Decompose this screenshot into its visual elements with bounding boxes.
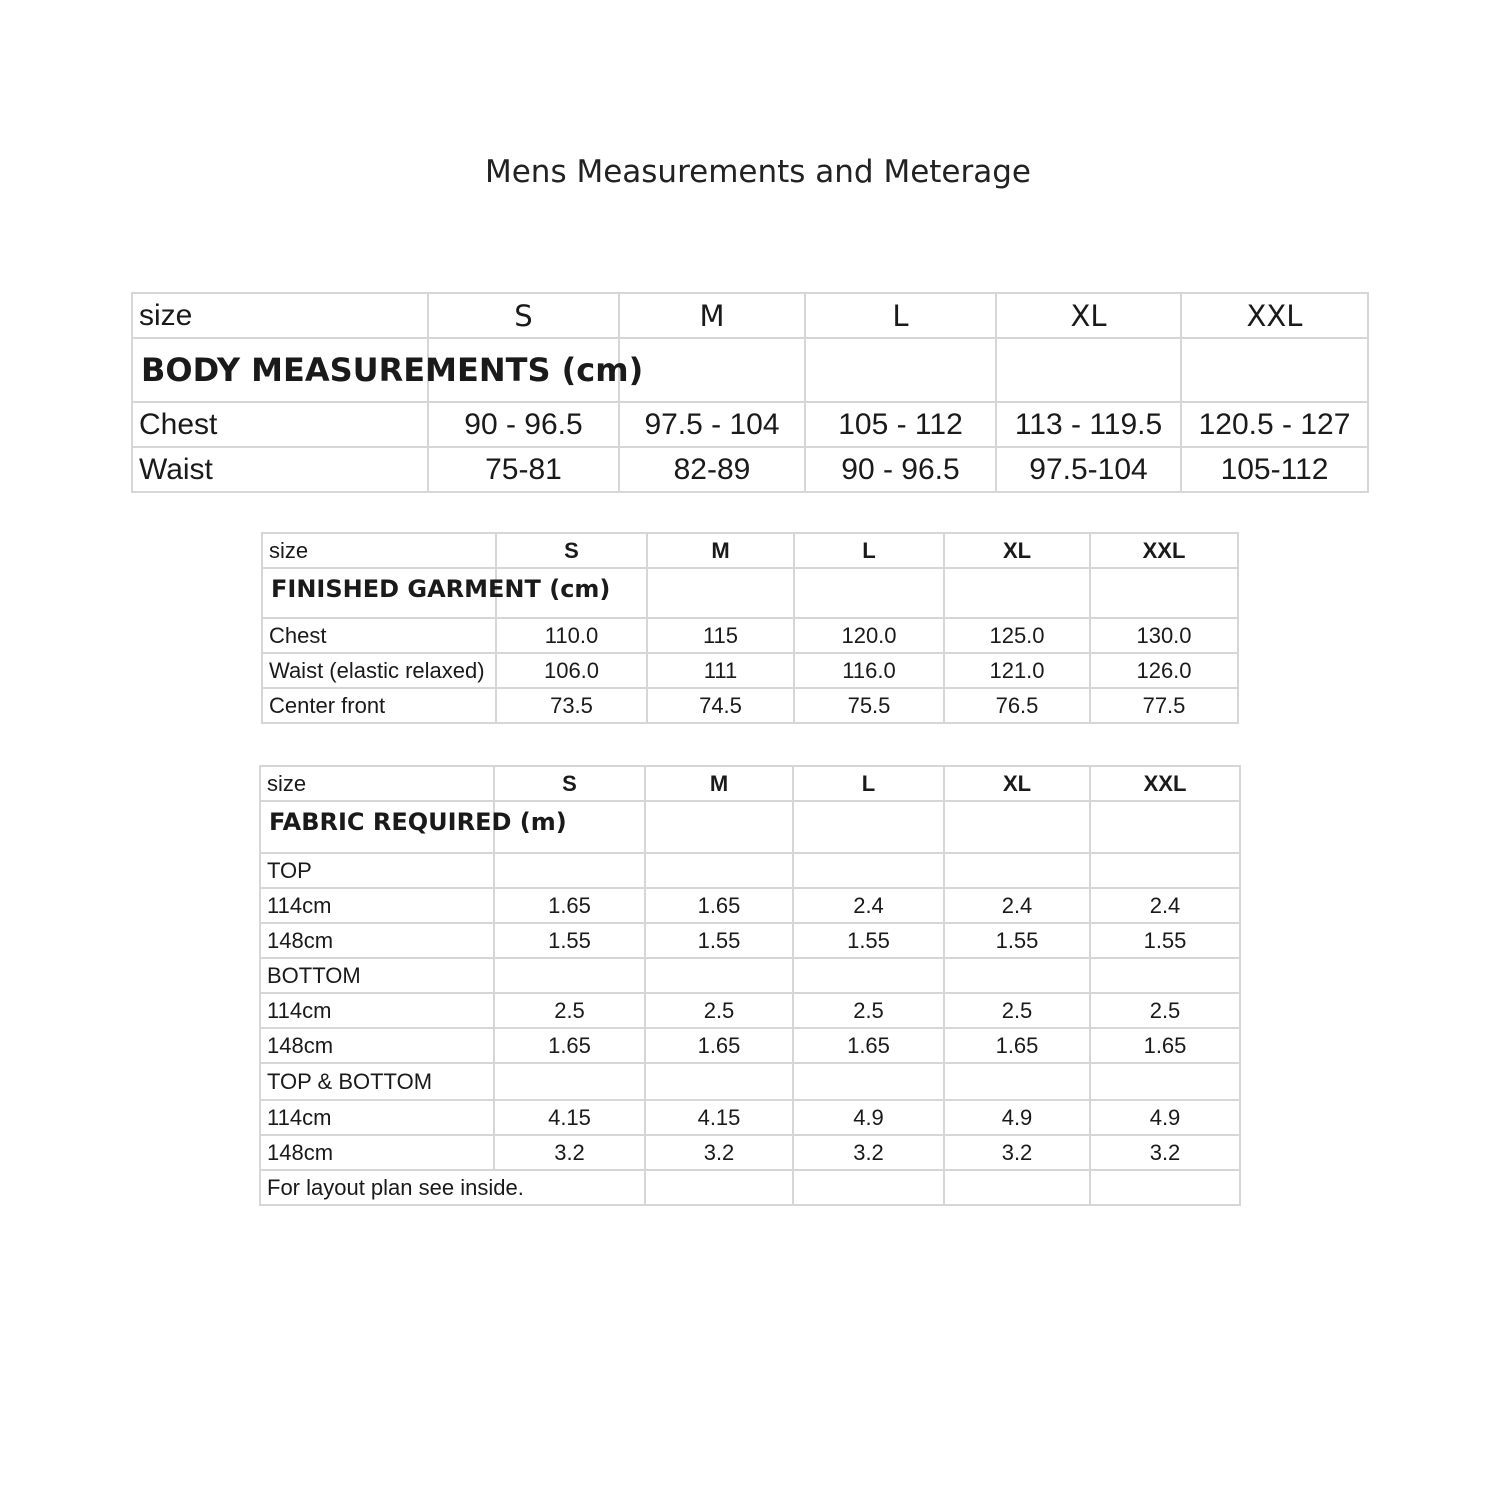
row-label: 148cm [260,1135,494,1170]
cell: 2.5 [494,993,645,1028]
cell: 1.55 [645,923,793,958]
cell: 130.0 [1090,618,1238,653]
cell: 4.9 [944,1100,1090,1135]
group-row [260,1063,1240,1100]
size-label: size [260,766,494,801]
cell: 4.9 [793,1100,944,1135]
group-row [260,958,1240,993]
cell: 126.0 [1090,653,1238,688]
size-s: S [496,533,647,568]
cell: 125.0 [944,618,1090,653]
layout-note: For layout plan see inside. [260,1170,645,1205]
section-title: FINISHED GARMENT (cm) [262,568,496,618]
cell: 1.55 [494,923,645,958]
cell: 4.15 [645,1100,793,1135]
row-label: 114cm [260,1100,494,1135]
size-xxl: XXL [1181,293,1368,338]
cell: 106.0 [496,653,647,688]
size-xl: XL [944,766,1090,801]
cell: 97.5-104 [996,447,1181,492]
cell: 111 [647,653,794,688]
cell: 73.5 [496,688,647,723]
row-label: Waist [132,447,428,492]
cell: 105-112 [1181,447,1368,492]
cell: 120.0 [794,618,944,653]
cell: 115 [647,618,794,653]
group-label: TOP & BOTTOM [260,1063,494,1100]
cell: 121.0 [944,653,1090,688]
size-xl: XL [996,293,1181,338]
size-label: size [262,533,496,568]
group-row [260,853,1240,888]
cell: 113 - 119.5 [996,402,1181,447]
body-measurements-table [131,292,1369,493]
cell: 105 - 112 [805,402,996,447]
table-row [132,402,1368,447]
size-s: S [428,293,619,338]
size-xl: XL [944,533,1090,568]
section-row [132,338,1368,402]
cell: 90 - 96.5 [428,402,619,447]
size-m: M [619,293,805,338]
size-xxl: XXL [1090,766,1240,801]
finished-garment-table [261,532,1239,724]
cell: 74.5 [647,688,794,723]
size-l: L [793,766,944,801]
cell: 4.15 [494,1100,645,1135]
row-label: 148cm [260,923,494,958]
note-row [260,1170,1240,1205]
size-l: L [794,533,944,568]
cell: 75.5 [794,688,944,723]
row-label: 114cm [260,888,494,923]
size-xxl: XXL [1090,533,1238,568]
section-title: BODY MEASUREMENTS (cm) [132,338,428,402]
cell: 1.55 [944,923,1090,958]
cell: 75-81 [428,447,619,492]
cell: 2.5 [1090,993,1240,1028]
size-header-row [132,293,1368,338]
section-title: FABRIC REQUIRED (m) [260,801,494,853]
cell: 3.2 [1090,1135,1240,1170]
size-m: M [645,766,793,801]
cell: 2.4 [944,888,1090,923]
cell: 3.2 [944,1135,1090,1170]
page-title: Mens Measurements and Meterage [484,154,1031,190]
cell: 1.65 [944,1028,1090,1063]
cell: 1.65 [1090,1028,1240,1063]
section-row [260,801,1240,853]
cell: 3.2 [793,1135,944,1170]
size-header-row [262,533,1238,568]
row-label: Waist (elastic relaxed) [262,653,496,688]
row-label: Chest [132,402,428,447]
size-m: M [647,533,794,568]
cell: 77.5 [1090,688,1238,723]
cell: 1.55 [793,923,944,958]
cell: 1.65 [793,1028,944,1063]
table-row [260,1100,1240,1135]
cell: 90 - 96.5 [805,447,996,492]
row-label: 148cm [260,1028,494,1063]
size-header-row [260,766,1240,801]
cell: 2.4 [1090,888,1240,923]
cell: 116.0 [794,653,944,688]
row-label: Chest [262,618,496,653]
cell: 2.5 [944,993,1090,1028]
table-row [260,888,1240,923]
cell: 3.2 [645,1135,793,1170]
cell: 3.2 [494,1135,645,1170]
row-label: Center front [262,688,496,723]
fabric-required-table [259,765,1241,1206]
cell: 120.5 - 127 [1181,402,1368,447]
cell: 97.5 - 104 [619,402,805,447]
cell: 1.65 [645,1028,793,1063]
size-label: size [132,293,428,338]
cell: 2.5 [793,993,944,1028]
section-row [262,568,1238,618]
table-row [260,993,1240,1028]
size-l: L [805,293,996,338]
table-row [260,1028,1240,1063]
group-label: TOP [260,853,494,888]
table-row [262,618,1238,653]
cell: 2.5 [645,993,793,1028]
cell: 1.65 [494,1028,645,1063]
row-label: 114cm [260,993,494,1028]
cell: 4.9 [1090,1100,1240,1135]
cell: 1.65 [494,888,645,923]
cell: 1.55 [1090,923,1240,958]
table-row [260,923,1240,958]
cell: 1.65 [645,888,793,923]
table-row [132,447,1368,492]
size-s: S [494,766,645,801]
cell: 76.5 [944,688,1090,723]
cell: 82-89 [619,447,805,492]
group-label: BOTTOM [260,958,494,993]
cell: 2.4 [793,888,944,923]
table-row [262,653,1238,688]
cell: 110.0 [496,618,647,653]
table-row [260,1135,1240,1170]
table-row [262,688,1238,723]
